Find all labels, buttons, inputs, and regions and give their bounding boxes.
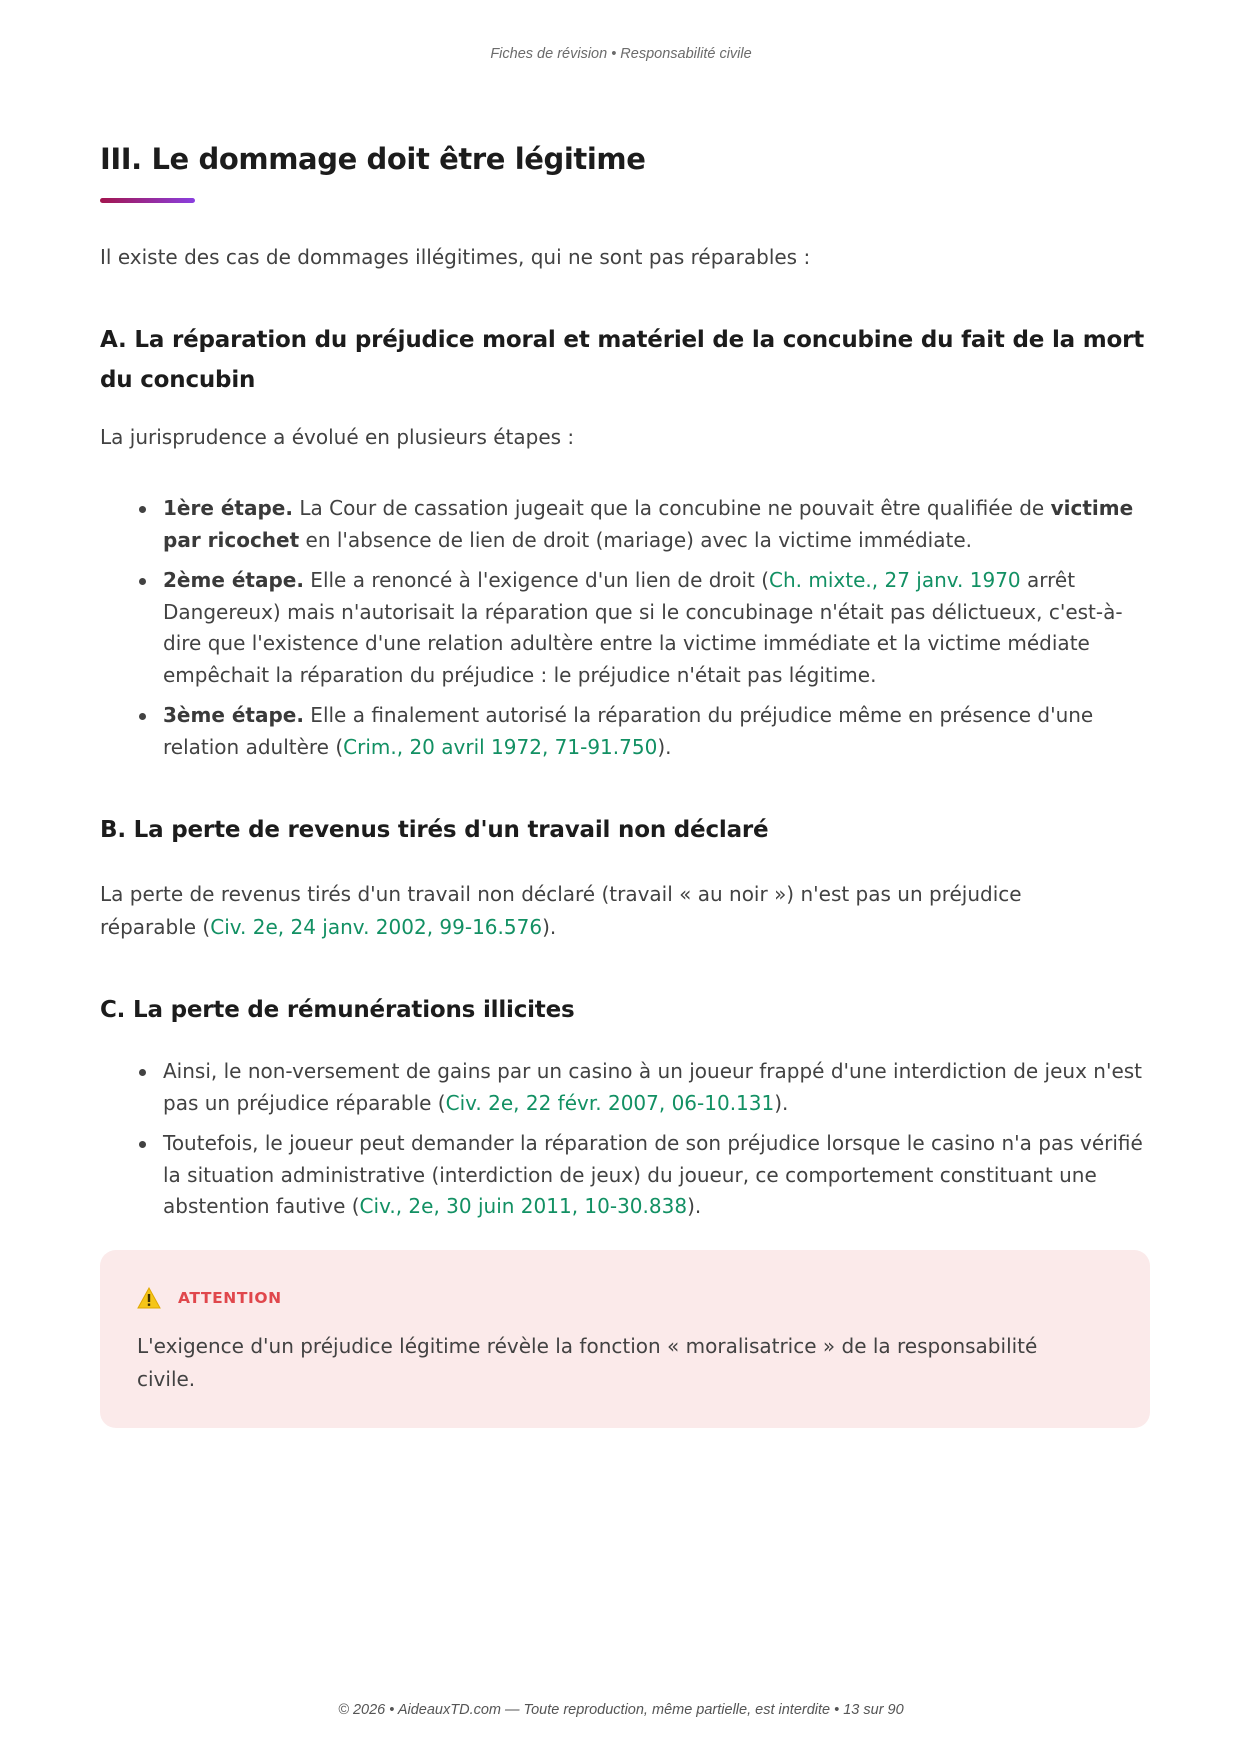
case-reference: Crim., 20 avril 1972, 71-91.750 — [343, 734, 658, 759]
paragraph-text: La perte de revenus tirés d'un travail non déclaré (travail « au noir ») n'est pas un préjudice réparable ( — [100, 882, 1022, 939]
bold-term: victime par ricochet — [163, 496, 1134, 552]
list-item — [100, 700, 1150, 763]
running-footer: © 2026 • AideauxTD.com — Toute reproduction, même partielle, est interdite • 13 sur 90 — [338, 1702, 904, 1718]
callout-header — [137, 1287, 282, 1309]
step-label: 1ère étape. — [163, 496, 293, 520]
callout-title: ATTENTION — [178, 1289, 282, 1307]
item-text: La Cour de cassation jugeait que la concubine ne pouvait être qualifiée de — [292, 496, 1051, 520]
subsection-c-title: C. La perte de rémunérations illicites — [100, 997, 575, 1023]
item-text: Elle a finalement autorisé la réparation du préjudice même en présence d'une relation adultère ( — [163, 703, 1094, 759]
list-item — [100, 565, 1150, 691]
case-reference: Civ., 2e, 30 juin 2011, 10-30.838 — [359, 1194, 688, 1218]
title-underline — [100, 198, 195, 203]
case-reference: Civ. 2e, 22 févr. 2007, 06-10.131 — [445, 1090, 775, 1115]
list-item — [100, 1056, 1150, 1119]
callout-text: L'exigence d'un préjudice légitime révèle la fonction « moralisatrice » de la responsabilité civile. — [137, 1334, 1038, 1391]
case-reference: Civ. 2e, 24 janv. 2002, 99-16.576 — [210, 915, 543, 939]
subsection-a-intro: La jurisprudence a évolué en plusieurs étapes : — [100, 425, 575, 449]
subsection-c-list — [100, 1056, 1150, 1232]
item-text: Elle a renoncé à l'exigence d'un lien de droit ( — [303, 568, 770, 592]
warning-icon — [137, 1287, 161, 1309]
subsection-b-title: B. La perte de revenus tirés d'un travail non déclaré — [100, 817, 769, 843]
step-label: 3ème étape. — [163, 703, 304, 727]
list-item — [100, 493, 1150, 556]
running-header: Fiches de révision • Responsabilité civile — [490, 46, 752, 62]
attention-callout — [100, 1250, 1150, 1428]
subsection-a-title: A. La réparation du préjudice moral et matériel de la concubine du fait de la mort du concubin — [100, 327, 1145, 393]
section-intro: Il existe des cas de dommages illégitimes, qui ne sont pas réparables : — [100, 245, 811, 269]
item-text: arrêt Dangereux) mais n'autorisait la réparation que si le concubinage n'était pas délictueux, c'est-à-dire que l'existence d'une relation adultère entre la victime immédiate et la victime médiate empêchait la réparation du préjudice : le préjudice n'était pas légitime. — [163, 568, 1123, 687]
item-text: Toutefois, le joueur peut demander la réparation de son préjudice lorsque le casino n'a pas vérifié la situation administrative (interdiction de jeux) du joueur, ce comportement constituant une abstention fautive ( — [163, 1131, 1143, 1218]
subsection-a-list — [100, 493, 1150, 772]
item-text: ). — [687, 1194, 702, 1218]
step-label: 2ème étape. — [163, 568, 304, 592]
paragraph-text: ). — [542, 915, 557, 939]
item-text: ). — [774, 1090, 789, 1115]
case-reference: Ch. mixte., 27 janv. 1970 — [769, 568, 1021, 592]
list-item — [100, 1128, 1150, 1223]
item-text: Ainsi, le non-versement de gains par un casino à un joueur frappé d'une interdiction de jeux n'est pas un préjudice réparable ( — [163, 1059, 1143, 1115]
item-text: ). — [657, 734, 672, 759]
item-text: en l'absence de lien de droit (mariage) avec la victime immédiate. — [299, 527, 972, 552]
section-title: III. Le dommage doit être légitime — [100, 142, 646, 176]
subsection-b-text — [100, 878, 1060, 944]
